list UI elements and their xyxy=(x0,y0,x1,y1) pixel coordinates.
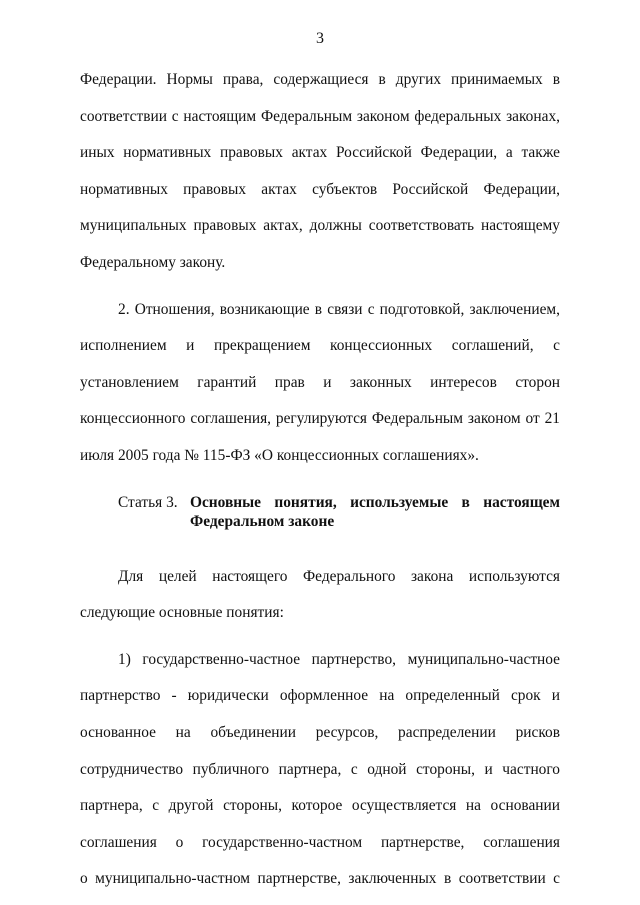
article-title xyxy=(190,493,560,531)
text-line: Федеральному закону. xyxy=(80,253,226,271)
article-heading xyxy=(80,493,560,531)
text-line: основанное на объединении ресурсов, распределении рисков xyxy=(80,723,560,741)
text-line: о муниципально-частном партнерстве, заключенных в соответствии с xyxy=(80,870,560,888)
text-line: партнерство - юридически оформленное на определенный срок и xyxy=(80,687,560,705)
text-line: Для целей настоящего Федерального закона используются xyxy=(118,567,560,585)
paragraph-definition-1 xyxy=(80,642,560,898)
article-title-line: Основные понятия, используемые в настоящем xyxy=(190,493,560,511)
text-line: соглашения о государственно-частном партнерстве, соглашения xyxy=(80,833,560,851)
text-line: соответствии с настоящим Федеральным законом федеральных законах, xyxy=(80,107,560,125)
page-number: 3 xyxy=(316,30,324,47)
article-title-line: Федеральном законе xyxy=(190,512,335,530)
text-line: 1) государственно-частное партнерство, муниципально-частное xyxy=(118,650,560,668)
paragraph-concessions xyxy=(80,292,560,475)
text-line: сотрудничество публичного партнера, с одной стороны, и частного xyxy=(80,760,560,778)
document-body xyxy=(80,62,560,898)
text-line: концессионного соглашения, регулируются Федеральным законом от 21 xyxy=(80,410,560,428)
article-label: Статья 3. xyxy=(118,493,178,511)
text-line: партнера, с другой стороны, которое осуществляется на основании xyxy=(80,797,560,815)
text-line: 2. Отношения, возникающие в связи с подготовкой, заключением, xyxy=(118,300,560,318)
text-line: следующие основные понятия: xyxy=(80,604,284,622)
text-line: нормативных правовых актах субъектов Российской Федерации, xyxy=(80,180,560,198)
paragraph-definitions-intro xyxy=(80,559,560,632)
text-line: иных нормативных правовых актах Российской Федерации, а также xyxy=(80,144,560,162)
text-line: июля 2005 года № 115-ФЗ «О концессионных соглашениях». xyxy=(80,446,479,464)
text-line: Федерации. Нормы права, содержащиеся в других принимаемых в xyxy=(80,71,560,88)
text-line: муниципальных правовых актах, должны соответствовать настоящему xyxy=(80,217,560,235)
paragraph-norms xyxy=(80,62,560,282)
text-line: установлением гарантий прав и законных интересов сторон xyxy=(80,373,560,391)
text-line: исполнением и прекращением концессионных соглашений, с xyxy=(80,337,560,355)
